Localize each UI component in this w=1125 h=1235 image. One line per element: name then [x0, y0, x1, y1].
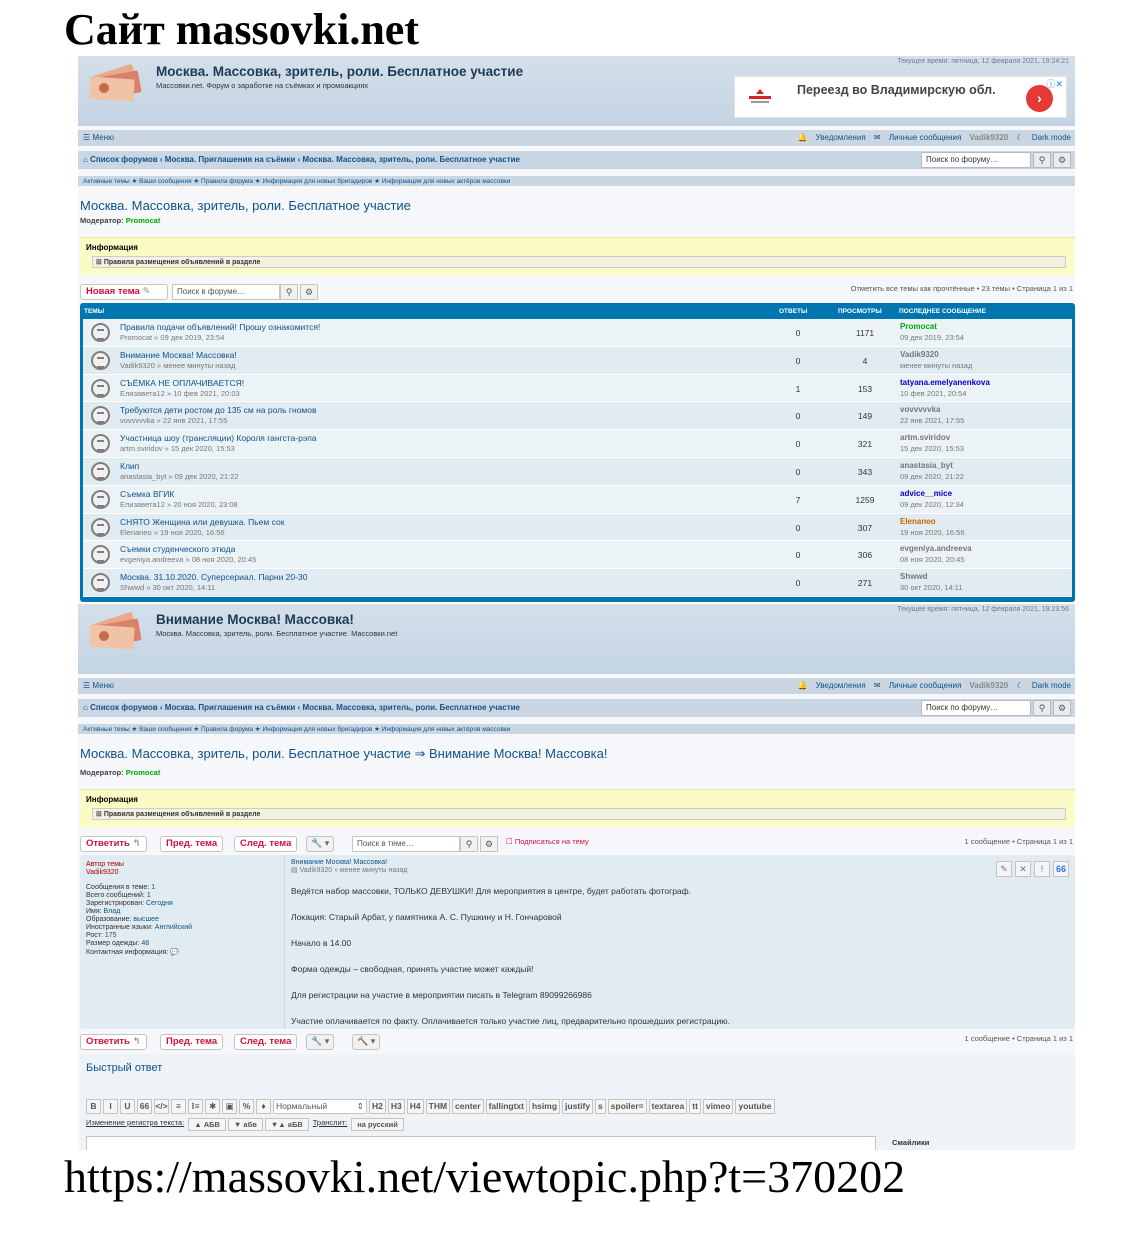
ad-close-icon[interactable]: ⓘ✕: [1046, 79, 1063, 89]
board-search-input[interactable]: Поиск по форуму…: [921, 152, 1031, 168]
info-title: Информация: [86, 795, 138, 804]
format-button[interactable]: ≡: [171, 1099, 186, 1114]
forum-search-input[interactable]: Поиск в форуме…: [172, 284, 280, 300]
case-label: Изменение регистра текста:: [86, 1118, 185, 1127]
bbcode-tag-button[interactable]: H2: [369, 1099, 386, 1114]
post-paragraph: Участие оплачивается по факту. Оплачивается только участие лиц, предварительно прошедших регистрацию.: [291, 1016, 730, 1026]
profile-field: [86, 932, 276, 939]
last-post-time: 15 дек 2020, 15:53: [900, 444, 964, 454]
author-name[interactable]: Vadik9320: [86, 869, 119, 876]
case-toolbar: [86, 1118, 406, 1131]
bbcode-tag-button[interactable]: H4: [407, 1099, 424, 1114]
reply-arrow-icon: ↰: [132, 838, 141, 849]
topic-pagination[interactable]: 1 сообщение • Страница 1 из 1: [964, 837, 1073, 846]
topic-title-link[interactable]: Внимание Москва! Массовка!: [120, 349, 237, 360]
home-icon: ⌂: [83, 155, 88, 164]
profile-value: 175: [104, 932, 117, 939]
topic-row[interactable]: [83, 458, 1072, 486]
site-header: [78, 604, 1075, 674]
col-replies: ОТВЕТЫ: [779, 308, 808, 315]
topic-title-link[interactable]: Съемки студенческого этюда: [120, 544, 236, 555]
advanced-search-gear-icon[interactable]: ⚙: [1053, 152, 1071, 168]
post-paragraph: Начало в 14.00: [291, 938, 352, 948]
breadcrumb[interactable]: ⌂ Список форумов ‹ Москва. Приглашения на съёмки ‹ Москва. Массовка, зритель, роли. Бесплатное участие: [78, 151, 1075, 169]
topic-meta: Елизавета12 » 10 фев 2021, 20:03: [120, 388, 240, 398]
profile-field: [86, 924, 276, 931]
editor-toolbar: [86, 1099, 777, 1114]
last-post-author[interactable]: vovvvvvka: [900, 405, 941, 415]
quick-reply: [80, 1054, 1075, 1150]
contact-speech-icon[interactable]: 💬: [170, 949, 180, 956]
col-views: ПРОСМОТРЫ: [838, 308, 882, 315]
rules-spoiler[interactable]: ⊞ Правила размещения объявлений в разделе: [92, 808, 1066, 820]
notifications-link[interactable]: 🔔 Уведомления: [797, 681, 866, 690]
last-post-author[interactable]: advice__mice: [900, 488, 953, 498]
author-label: Автор темы: [86, 861, 124, 868]
advertisement-banner[interactable]: [734, 76, 1067, 118]
last-post-time: 09 дек 2019, 23:54: [900, 333, 964, 342]
breadcrumb[interactable]: ⌂ Список форумов ‹ Москва. Приглашения на съёмки ‹ Москва. Массовка, зритель, роли. Бесплатное участие: [78, 699, 1075, 717]
post-body: [284, 855, 1074, 1029]
dark-mode-toggle[interactable]: ☾ Dark mode: [1016, 133, 1071, 142]
topic-title-link[interactable]: Требуются дети ростом до 135 см на роль гномов: [120, 405, 317, 416]
format-button[interactable]: ▣: [222, 1099, 237, 1114]
topic-subtitle: Москва. Массовка, зритель, роли. Бесплатное участие. Массовки.net: [156, 629, 398, 638]
reply-button-bottom[interactable]: Ответить ↰: [80, 1034, 147, 1050]
delete-icon[interactable]: ✕: [1015, 861, 1031, 877]
post-author-profile: [86, 861, 276, 957]
profile-value: Сегодня: [145, 900, 173, 907]
last-post-time: 22 янв 2021, 17:55: [900, 416, 965, 426]
topic-replies: 0: [795, 411, 801, 422]
topic-views: 306: [857, 550, 873, 561]
topic-title-link[interactable]: СНЯТО Женщина или девушка. Пьем сок: [120, 516, 285, 527]
ad-arrow-button[interactable]: ›: [1026, 85, 1053, 112]
topic-title-link[interactable]: Правила подачи объявлений! Прошу ознакомится!: [120, 322, 321, 332]
last-post-time: 09 дек 2020, 12:34: [900, 499, 964, 509]
format-button[interactable]: </>: [154, 1099, 169, 1114]
topic-read-icon: [91, 434, 110, 453]
topic-title-link[interactable]: СЪЁМКА НЕ ОПЛАЧИВАЕТСЯ!: [120, 377, 245, 388]
last-post-time: менее минуты назад: [900, 360, 973, 370]
advanced-search-gear-icon[interactable]: ⚙: [1053, 700, 1071, 716]
site-header: [78, 56, 1075, 126]
last-post-time: 08 ноя 2020, 20:45: [900, 555, 965, 565]
new-topic-button[interactable]: Новая тема ✎: [80, 284, 168, 300]
topic-meta: Shwwd » 30 окт 2020, 14:11: [120, 583, 216, 593]
profile-label: Образование:: [86, 916, 132, 923]
topic-meta: anastasia_byt » 09 дек 2020, 21:22: [120, 471, 239, 481]
topic-tools-wrench-icon[interactable]: 🔧 ▾: [306, 836, 334, 852]
profile-value: 1: [151, 884, 156, 891]
topic-views: 149: [857, 411, 873, 422]
topic-title-link[interactable]: Клип: [120, 460, 140, 471]
reply-arrow-icon: ↰: [132, 1036, 141, 1047]
format-button[interactable]: B: [86, 1099, 101, 1114]
case-button[interactable]: ▼ абв: [228, 1118, 263, 1131]
user-nav: [791, 681, 1071, 690]
profile-field: [86, 892, 276, 899]
topic-row[interactable]: [83, 569, 1072, 597]
topic-replies: 0: [795, 439, 801, 450]
reply-button[interactable]: Ответить ↰: [80, 836, 147, 852]
moderator-hammer-icon[interactable]: 🔨 ▾: [352, 1034, 380, 1050]
moderator-line: Модератор: Promocat: [80, 216, 161, 225]
bbcode-tag-button[interactable]: center: [452, 1099, 484, 1114]
post-paragraph: Форма одежды – свободная, принять участие может каждый!: [291, 964, 534, 974]
profile-label: Иностранные языки:: [86, 924, 153, 931]
profile-field: [86, 948, 276, 956]
edit-icon[interactable]: ✎: [996, 861, 1012, 877]
moderator-line: Модератор: Promocat: [80, 768, 161, 777]
profile-field: [86, 884, 276, 891]
quote-icon[interactable]: 66: [1053, 861, 1069, 877]
col-last-post: ПОСЛЕДНЕЕ СООБЩЕНИЕ: [899, 308, 986, 315]
profile-label: Сообщения в теме:: [86, 884, 150, 891]
info-box: [80, 789, 1075, 827]
topic-search-icon[interactable]: ⚲: [460, 836, 478, 852]
topic-views: 153: [857, 383, 873, 394]
profile-label: Рост:: [86, 932, 103, 939]
topic-views: 271: [857, 578, 873, 589]
user-nav: [791, 133, 1071, 142]
topic-title-link[interactable]: Съемка ВГИК: [120, 488, 175, 499]
next-topic-button-bottom[interactable]: След. тема: [234, 1034, 297, 1050]
menu-button[interactable]: ☰ Меню: [83, 133, 115, 142]
site-title[interactable]: Москва. Массовка, зритель, роли. Бесплатное участие: [156, 64, 524, 79]
home-icon: ⌂: [83, 703, 88, 712]
last-post-author[interactable]: anastasia_byt: [900, 460, 953, 470]
topic-replies: 0: [795, 550, 801, 561]
profile-field: [86, 900, 276, 907]
last-post-author[interactable]: Elenaneo: [900, 516, 936, 526]
topic-row[interactable]: [83, 319, 1072, 347]
topic-row[interactable]: [83, 541, 1072, 569]
format-button[interactable]: I: [103, 1099, 118, 1114]
topic-meta: vovvvvvka » 22 янв 2021, 17:55: [120, 416, 228, 426]
quick-links[interactable]: Активные темы ★ Ваши сообщения ★ Правила форума ★ Информация для новых бригадиров ★ Информация для новых актёров массовки: [78, 176, 1075, 186]
topic-views: 321: [857, 439, 873, 450]
current-time: Текущее время: пятница, 12 февраля 2021, 19:23:56: [897, 606, 1069, 613]
topic-search-input[interactable]: Поиск в теме…: [352, 836, 460, 852]
banknotes-logo-icon: [86, 62, 144, 102]
topic-title[interactable]: Внимание Москва! Массовка!: [156, 612, 354, 627]
bbcode-tag-button[interactable]: justify: [562, 1099, 593, 1114]
last-post-author[interactable]: evgeniya.andreeva: [900, 544, 972, 554]
topic-views: 1259: [855, 494, 875, 505]
profile-field: [86, 908, 276, 915]
caption-site-title: Сайт massovki.net: [64, 5, 419, 54]
navbar: [78, 130, 1075, 146]
translit-label: Транслит:: [312, 1118, 348, 1127]
topic-replies: 7: [795, 494, 801, 505]
moderator-link[interactable]: Promocat: [125, 216, 161, 225]
topic-row[interactable]: [83, 430, 1072, 458]
post-subject[interactable]: Внимание Москва! Массовка!: [291, 859, 388, 866]
translit-button[interactable]: на русский: [351, 1118, 404, 1131]
topic-meta: artm.sviridov » 15 дек 2020, 15:53: [120, 444, 235, 454]
post: [80, 855, 1075, 1029]
forum-search-icon[interactable]: ⚲: [280, 284, 298, 300]
info-title: Информация: [86, 243, 138, 252]
format-button[interactable]: ♦: [256, 1099, 271, 1114]
topic-replies: 0: [795, 522, 801, 533]
bbcode-tag-button[interactable]: s: [595, 1099, 606, 1114]
post-meta: ▤ Vadik9320 » менее минуты назад: [291, 867, 408, 874]
post-tools: [993, 861, 1069, 877]
quick-links[interactable]: Активные темы ★ Ваши сообщения ★ Правила форума ★ Информация для новых бригадиров ★ Информация для новых актёров массовки: [78, 724, 1075, 734]
notifications-link[interactable]: 🔔 Уведомления: [797, 133, 866, 142]
report-icon[interactable]: !: [1034, 861, 1050, 877]
forum-title[interactable]: Москва. Массовка, зритель, роли. Бесплатное участие: [80, 198, 411, 213]
topics-table-header: [84, 307, 1074, 318]
last-post-time: 19 ноя 2020, 16:56: [900, 527, 965, 537]
topic-read-icon: [91, 490, 110, 509]
last-post-author[interactable]: artm.sviridov: [900, 433, 951, 443]
profile-label: Контактная информация:: [86, 949, 169, 956]
topic-meta: Promocat » 09 дек 2019, 23:54: [120, 333, 225, 342]
topic-read-icon: [91, 545, 110, 564]
last-post-author[interactable]: Promocat: [900, 322, 937, 331]
post-paragraph: Ведётся набор массовки, ТОЛЬКО ДЕВУШКИ! Для мероприятия в центре, будет работать фотограф.: [291, 886, 692, 896]
bbcode-tag-button[interactable]: tt: [689, 1099, 701, 1114]
moderator-link[interactable]: Promocat: [125, 768, 161, 777]
topic-title-link[interactable]: Москва. 31.10.2020. Суперсериал. Парни 20-30: [120, 572, 308, 583]
format-button[interactable]: %: [239, 1099, 254, 1114]
caption-url: https://massovki.net/viewtopic.php?t=370202: [64, 1151, 906, 1202]
prev-topic-button[interactable]: Пред. тема: [160, 836, 223, 852]
search-icon[interactable]: ⚲: [1033, 700, 1051, 716]
screenshot-forum-list: [78, 56, 1075, 602]
topic-row[interactable]: [83, 514, 1072, 542]
profile-label: Размер одежды:: [86, 940, 140, 947]
format-button[interactable]: 66: [137, 1099, 152, 1114]
site-subtitle: Массовки.net. Форум о заработке на съёмках и промоакциях: [156, 81, 369, 90]
page-title[interactable]: Москва. Массовка, зритель, роли. Бесплатное участие ⇒ Внимание Москва! Массовка!: [80, 746, 608, 761]
profile-label: Зарегистрирован:: [86, 900, 145, 907]
topic-replies: 0: [795, 466, 801, 477]
private-messages-link[interactable]: ✉ Личные сообщения: [873, 681, 962, 690]
col-topics: ТЕМЫ: [84, 308, 105, 315]
topic-read-icon: [91, 573, 110, 592]
format-button[interactable]: ⁝≡: [188, 1099, 203, 1114]
topic-replies: 0: [795, 355, 801, 366]
topic-replies: 0: [795, 578, 801, 589]
board-search-input[interactable]: Поиск по форуму…: [921, 700, 1031, 716]
topic-replies: 0: [795, 328, 801, 338]
case-button[interactable]: ▼▲ аБВ: [265, 1118, 309, 1131]
topic-row[interactable]: [83, 402, 1072, 430]
topic-meta: Vadik9320 » менее минуты назад: [120, 360, 236, 370]
forum-search-gear-icon[interactable]: ⚙: [300, 284, 318, 300]
last-post-time: 09 дек 2020, 21:22: [900, 471, 964, 481]
topic-views: 1171: [855, 328, 875, 338]
dark-mode-toggle[interactable]: ☾ Dark mode: [1016, 681, 1071, 690]
username-link[interactable]: Vadik9320: [969, 681, 1009, 690]
profile-value: Влад: [103, 908, 121, 915]
navbar: [78, 678, 1075, 694]
screenshot-topic-view: [78, 604, 1075, 1150]
topic-row[interactable]: [83, 347, 1072, 375]
profile-label: Всего сообщений:: [86, 892, 145, 899]
private-messages-link[interactable]: ✉ Личные сообщения: [873, 133, 962, 142]
topic-read-icon: [91, 351, 110, 370]
username-link[interactable]: Vadik9320: [969, 133, 1009, 142]
topic-read-icon: [91, 323, 110, 342]
topic-rows: [83, 319, 1072, 597]
menu-button[interactable]: ☰ Меню: [83, 681, 115, 690]
post-paragraph: Для регистрации на участие в мероприятии писать в Telegram 89099266986: [291, 990, 592, 1000]
bbcode-tag-button[interactable]: textarea: [649, 1099, 688, 1114]
topic-title-link[interactable]: Участница шоу (трансляции) Короля гангста-рэпа: [120, 433, 317, 444]
profile-field: [86, 940, 276, 947]
prev-topic-button-bottom[interactable]: Пред. тема: [160, 1034, 223, 1050]
profile-value: Английский: [154, 924, 193, 931]
topic-meta: Elenaneo » 19 ноя 2020, 16:56: [120, 527, 225, 537]
profile-field: [86, 916, 276, 923]
ad-text[interactable]: Переезд во Владимирскую обл.: [797, 83, 996, 97]
bbcode-tag-button[interactable]: youtube: [735, 1099, 774, 1114]
post-paragraph: Локация: Старый Арбат, у памятника А. С. Пушкину и Н. Гончаровой: [291, 912, 562, 922]
ad-logo-icon: [745, 87, 775, 107]
topic-read-icon: [91, 379, 110, 398]
topic-search-gear-icon[interactable]: ⚙: [480, 836, 498, 852]
smilies-label: Смайлики: [892, 1138, 930, 1147]
current-time: Текущее время: пятница, 12 февраля 2021, 19:24:21: [897, 58, 1069, 65]
subscribe-link[interactable]: ☐ Подписаться на тему: [506, 837, 589, 846]
topic-replies: 1: [795, 383, 801, 394]
font-size-select[interactable]: [273, 1099, 367, 1114]
format-button[interactable]: U: [120, 1099, 135, 1114]
topic-read-icon: [91, 518, 110, 537]
chevron-updown-icon: ⇕: [356, 1101, 364, 1111]
bbcode-tag-button[interactable]: fallingtxt: [486, 1099, 527, 1114]
topics-table: [80, 303, 1075, 602]
next-topic-button[interactable]: След. тема: [234, 836, 297, 852]
topic-row[interactable]: [83, 375, 1072, 403]
topic-meta: Елизавета12 » 20 ноя 2020, 23:08: [120, 499, 238, 509]
last-post-author[interactable]: tatyana.emelyanenkova: [900, 377, 990, 387]
profile-value: высшее: [133, 916, 159, 923]
rules-spoiler[interactable]: ⊞ Правила размещения объявлений в разделе: [92, 256, 1066, 268]
post-file-icon: ▤: [291, 867, 298, 874]
message-textarea[interactable]: [86, 1136, 876, 1150]
topic-views: 4: [862, 355, 868, 366]
forum-pagination[interactable]: Отметить все темы как прочтённые • 23 темы • Страница 1 из 1: [850, 284, 1073, 293]
case-button[interactable]: ▲ АБВ: [188, 1118, 226, 1131]
topic-tools-wrench-icon-bottom[interactable]: 🔧 ▾: [306, 1034, 334, 1050]
search-icon[interactable]: ⚲: [1033, 152, 1051, 168]
topic-views: 307: [857, 522, 873, 533]
bbcode-tag-button[interactable]: spoiler=: [608, 1099, 647, 1114]
format-button[interactable]: ✱: [205, 1099, 220, 1114]
topic-meta: evgeniya.andreeva » 08 ноя 2020, 20:45: [120, 555, 257, 565]
pencil-icon: ✎: [142, 286, 151, 297]
info-box: [80, 237, 1075, 275]
last-post-author[interactable]: Shwwd: [900, 572, 928, 582]
profile-value: 1: [146, 892, 151, 899]
bbcode-tag-button[interactable]: THM: [426, 1099, 450, 1114]
quick-reply-title: Быстрый ответ: [86, 1062, 163, 1074]
bbcode-tag-button[interactable]: hsimg: [529, 1099, 560, 1114]
profile-label: Имя:: [86, 908, 102, 915]
bbcode-tag-button[interactable]: vimeo: [703, 1099, 734, 1114]
topic-views: 343: [857, 466, 873, 477]
last-post-time: 10 фев 2021, 20:54: [900, 388, 967, 398]
last-post-time: 30 окт 2020, 14:11: [900, 583, 963, 593]
bbcode-tag-button[interactable]: H3: [388, 1099, 405, 1114]
font-size-value: Нормальный: [276, 1101, 328, 1111]
topic-row[interactable]: [83, 486, 1072, 514]
topic-read-icon: [91, 462, 110, 481]
last-post-author[interactable]: Vadik9320: [900, 349, 939, 359]
profile-value: 48: [141, 940, 150, 947]
topic-pagination-bottom[interactable]: 1 сообщение • Страница 1 из 1: [964, 1034, 1073, 1043]
banknotes-logo-icon: [86, 610, 144, 650]
topic-read-icon: [91, 406, 110, 425]
